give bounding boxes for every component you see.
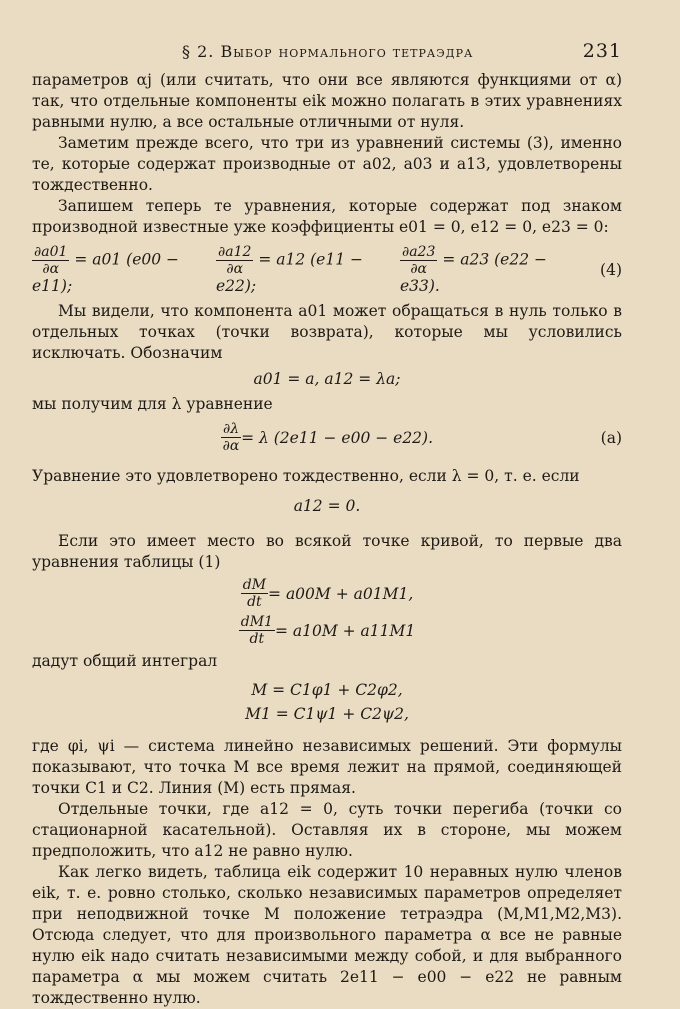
eq4-t2-den: ∂α	[226, 261, 244, 277]
zero-equation: a12 = 0.	[293, 497, 361, 515]
eq4-t3-rhs: = a23 (e22 − e33).	[399, 250, 547, 295]
paragraph-9: где φi, ψi — система линейно независимых решений. Эти формулы показывают, что точка M все время лежит на прямой, соединяющей точки C1 и C2. Линия (M) есть прямая.	[32, 737, 622, 797]
equation-dm1	[32, 614, 622, 647]
paragraph-1: параметров αj (или считать, что они все являются функциями от α) так, что отдельные компоненты eik можно полагать в этих уравнениях равными нулю, а все остальные отличными от нуля.	[32, 71, 622, 131]
page-number: 231	[582, 40, 622, 62]
eqa-num: ∂λ	[222, 421, 240, 437]
eq4-t2-num: ∂a12	[217, 244, 252, 260]
eq-dm1-den: dt	[249, 631, 265, 647]
equation-a	[32, 421, 622, 454]
eq-dm-num: dM	[242, 577, 267, 593]
definition-equation: a01 = a, a12 = λa;	[253, 370, 401, 388]
equation-4	[32, 244, 622, 295]
eq-dm-rhs: = a00M + a01M1,	[268, 584, 414, 603]
running-header	[32, 40, 622, 70]
paragraph-3: Запишем теперь те уравнения, которые содержат под знаком производной известные уже коэффициенты e01 = 0, e12 = 0, e23 = 0:	[32, 197, 622, 236]
eq-dm1-num: dM1	[240, 614, 273, 630]
eq4-t1-num: ∂a01	[34, 244, 68, 260]
paragraph-11: Как легко видеть, таблица eik содержит 10 неравных нулю членов eik, т. е. ровно столько, сколько независимых параметров определяет при неподвижной точке M положение тетраэдра (M,M1,M2,M3). Отсюда следует, что для произвольного параметра α все не равные нулю eik надо считать независимыми между собой, и для выбранного параметра α мы можем считать 2e11 − e00 − e22 не равным тождественно нулю.	[32, 863, 622, 1007]
paragraph-4: Мы видели, что компонента a01 может обращаться в нуль только в отдельных точках (точки возврата), которые мы условились исключать. Обозначим	[32, 302, 622, 362]
equation-m: M = C1φ1 + C2φ2,	[251, 681, 403, 699]
eq4-t3-den: ∂α	[410, 261, 428, 277]
eq4-term-1	[32, 244, 216, 295]
equation-m1: M1 = C1ψ1 + C2ψ2,	[245, 705, 409, 723]
paragraph-8: дадут общий интеграл	[32, 652, 218, 670]
eq4-t2-rhs: = a12 (e11 − e22);	[215, 250, 363, 295]
eq4-term-3	[400, 244, 584, 295]
paragraph-7: Если это имеет место во всякой точке кривой, то первые два уравнения таблицы (1)	[32, 532, 622, 571]
paragraph-6: Уравнение это удовлетворено тождественно, если λ = 0, т. е. если	[32, 467, 580, 485]
paragraph-10: Отдельные точки, где a12 = 0, суть точки перегиба (точки со стационарной касательной). Оставляя их в стороне, мы можем предположить, что a12 не равно нулю.	[32, 800, 622, 860]
paragraph-2: Заметим прежде всего, что три из уравнений системы (3), именно те, которые содержат производные от a02, a03 и a13, удовлетворены тождественно.	[32, 134, 622, 194]
eq4-t1-den: ∂α	[42, 261, 60, 277]
equation-number-a: (a)	[600, 428, 622, 447]
eqa-rhs: = λ (2e11 − e00 − e22).	[241, 428, 434, 447]
eq4-t3-num: ∂a23	[401, 244, 436, 260]
section-title: § 2. Выбор нормального тетраэдра	[182, 42, 474, 61]
paragraph-5: мы получим для λ уравнение	[32, 395, 273, 413]
eqa-den: ∂α	[222, 438, 240, 454]
integral-equations	[32, 678, 622, 726]
eq4-t1-rhs: = a01 (e00 − e11);	[32, 250, 180, 295]
equation-dm	[32, 577, 622, 610]
eq-dm1-rhs: = a10M + a11M1	[274, 621, 416, 640]
eq4-term-2	[216, 244, 400, 295]
equation-number-4: (4)	[600, 260, 622, 279]
eq-dm-den: dt	[247, 594, 262, 610]
